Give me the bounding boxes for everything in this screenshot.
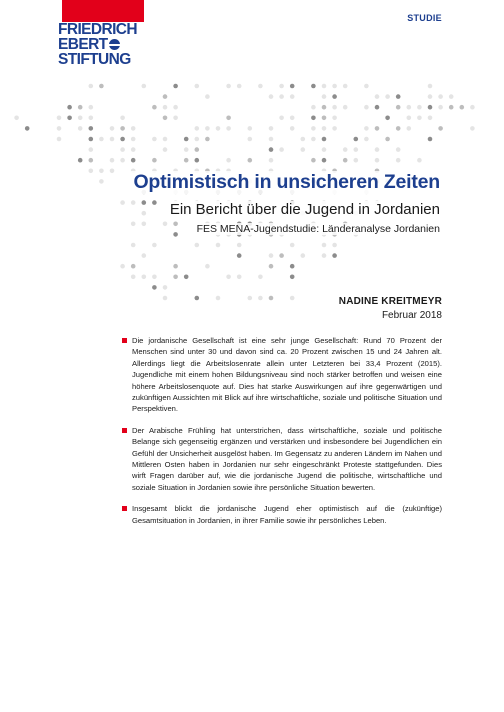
map-dot — [131, 158, 136, 163]
map-dot — [470, 126, 475, 131]
map-dot — [110, 126, 115, 131]
map-dot — [375, 158, 380, 163]
map-dot — [354, 147, 359, 152]
map-dot — [290, 264, 295, 269]
dot-world-map — [0, 80, 504, 310]
page-subtitle: Ein Bericht über die Jugend in Jordanien — [169, 201, 440, 218]
map-dot — [184, 158, 189, 163]
map-dot — [322, 137, 327, 142]
map-dot — [301, 147, 306, 152]
map-dot — [438, 105, 443, 110]
map-dot — [311, 105, 316, 110]
map-dot — [142, 211, 147, 216]
map-dot — [195, 137, 200, 142]
map-dot — [152, 105, 157, 110]
map-dot — [248, 158, 253, 163]
map-dot — [78, 105, 83, 110]
summary-item — [132, 503, 442, 526]
map-dot — [375, 126, 380, 131]
map-dot — [417, 105, 422, 110]
map-dot — [290, 126, 295, 131]
map-dot — [311, 158, 316, 163]
map-dot — [279, 94, 284, 99]
map-dot — [120, 200, 125, 205]
map-dot — [142, 200, 147, 205]
map-dot — [343, 105, 348, 110]
map-dot — [396, 94, 401, 99]
map-dot — [269, 264, 274, 269]
map-dot — [237, 275, 242, 280]
map-dot — [205, 264, 210, 269]
map-dot — [78, 126, 83, 131]
map-dot — [99, 137, 104, 142]
map-dot — [120, 126, 125, 131]
map-dot — [332, 116, 337, 121]
map-dot — [438, 126, 443, 131]
logo-line-1: FRIEDRICH — [58, 21, 137, 38]
map-dot — [396, 147, 401, 152]
map-dot — [173, 232, 178, 237]
map-dot — [332, 243, 337, 248]
bullet-square-icon — [122, 338, 127, 343]
map-dot — [152, 275, 157, 280]
map-dot — [163, 285, 168, 290]
fes-logo — [58, 22, 158, 67]
map-dot — [322, 116, 327, 121]
map-dot — [120, 137, 125, 142]
map-dot — [237, 243, 242, 248]
summary-text: Die jordanische Gesellschaft ist eine sehr junge Gesellschaft: Rund 70 Prozent der Menschen sind unter 30 und davon sind ca. 20 Prozent zwischen 15 und 24 Jahren alt. Allerdings liegt die Arbeitslosenrate allein unter Letzteren bei 33,4 Prozent (2015). Jugendliche mit einem hohen Bildungsniveau sind noch stärker betroffen und weisen eine höhere Arbeitslosenquote auf. Dies hat starke Auswirkungen auf ihre gegenwärtigen und zukünftigen Aussichten mit Blick auf ihre wirtschaftliche, soziale und politische Situation und Perspektiven. — [132, 336, 442, 414]
map-dot — [67, 105, 72, 110]
map-dot — [301, 137, 306, 142]
map-dot — [364, 84, 369, 89]
publication-date: Februar 2018 — [381, 310, 442, 321]
map-dot — [131, 137, 136, 142]
map-dot — [258, 296, 263, 301]
map-dot — [354, 158, 359, 163]
map-dot — [417, 158, 422, 163]
map-dot — [173, 264, 178, 269]
map-dot — [205, 137, 210, 142]
map-dot — [364, 137, 369, 142]
map-dot — [290, 296, 295, 301]
map-dot — [131, 243, 136, 248]
map-dot — [460, 105, 465, 110]
map-dot — [89, 158, 94, 163]
map-dot — [142, 275, 147, 280]
map-dot — [173, 105, 178, 110]
map-dot — [258, 275, 263, 280]
map-dot — [57, 137, 62, 142]
map-dot — [343, 84, 348, 89]
map-dot — [131, 275, 136, 280]
map-dot — [407, 105, 412, 110]
map-dot — [269, 137, 274, 142]
map-dot — [226, 158, 231, 163]
map-dot — [375, 105, 380, 110]
map-dot — [226, 126, 231, 131]
map-dot — [396, 105, 401, 110]
map-dot — [258, 84, 263, 89]
globe-icon — [109, 39, 120, 50]
map-dot — [322, 253, 327, 258]
map-dot — [311, 126, 316, 131]
map-dot — [57, 126, 62, 131]
summary-list — [132, 335, 442, 536]
map-dot — [322, 105, 327, 110]
map-dot — [195, 84, 200, 89]
map-dot — [25, 126, 30, 131]
map-dot — [99, 84, 104, 89]
map-dot — [269, 94, 274, 99]
map-dot — [290, 275, 295, 280]
map-dot — [290, 84, 295, 89]
map-dot — [226, 275, 231, 280]
author-name: NADINE KREITMEYR — [338, 296, 442, 307]
map-dot — [407, 126, 412, 131]
map-dot — [226, 84, 231, 89]
map-dot — [152, 200, 157, 205]
map-dot — [322, 126, 327, 131]
map-dot — [332, 84, 337, 89]
map-dot — [438, 94, 443, 99]
map-dot — [354, 137, 359, 142]
map-dot — [269, 158, 274, 163]
map-dot — [195, 126, 200, 131]
map-dot — [184, 137, 189, 142]
summary-item — [132, 425, 442, 493]
map-dot — [195, 147, 200, 152]
map-dot — [385, 137, 390, 142]
map-dot — [290, 116, 295, 121]
map-dot — [89, 126, 94, 131]
map-dot — [269, 147, 274, 152]
map-dot — [449, 94, 454, 99]
map-dot — [375, 147, 380, 152]
map-dot — [110, 158, 115, 163]
map-dot — [120, 158, 125, 163]
map-dot — [152, 137, 157, 142]
map-dot — [163, 137, 168, 142]
map-dot — [142, 253, 147, 258]
map-dot — [322, 243, 327, 248]
map-dot — [322, 158, 327, 163]
map-dot — [216, 243, 221, 248]
bullet-square-icon — [122, 428, 127, 433]
map-dot — [205, 94, 210, 99]
map-dot — [343, 158, 348, 163]
map-dot — [216, 296, 221, 301]
series-title: FES MENA-Jugendstudie: Länderanalyse Jordanien — [196, 223, 440, 235]
map-dot — [332, 105, 337, 110]
map-dot — [470, 105, 475, 110]
summary-item — [132, 335, 442, 415]
map-dot — [205, 126, 210, 131]
summary-text: Insgesamt blickt die jordanische Jugend eher optimistisch auf die (zukünftige) Gesamtsituation in Jordanien, in ihrer Familie sowie ihr persönliches Leben. — [132, 504, 442, 525]
map-dot — [364, 105, 369, 110]
map-dot — [332, 253, 337, 258]
map-dot — [279, 116, 284, 121]
map-dot — [163, 105, 168, 110]
map-dot — [78, 158, 83, 163]
map-dot — [163, 147, 168, 152]
map-dot — [163, 116, 168, 121]
map-dot — [279, 253, 284, 258]
map-dot — [396, 158, 401, 163]
map-dot — [110, 137, 115, 142]
map-dot — [364, 126, 369, 131]
map-dot — [67, 116, 72, 121]
map-dot — [173, 116, 178, 121]
map-dot — [78, 116, 83, 121]
map-dot — [396, 126, 401, 131]
map-dot — [428, 105, 433, 110]
map-dot — [89, 147, 94, 152]
map-dot — [269, 296, 274, 301]
map-dot — [120, 264, 125, 269]
map-dot — [131, 222, 136, 227]
map-dot — [290, 243, 295, 248]
map-dot — [99, 179, 104, 184]
map-dot — [428, 94, 433, 99]
map-dot — [279, 147, 284, 152]
map-dot — [269, 253, 274, 258]
map-dot — [110, 169, 115, 174]
map-dot — [89, 116, 94, 121]
map-dot — [279, 84, 284, 89]
map-dot — [184, 275, 189, 280]
map-dot — [163, 222, 168, 227]
map-dot — [195, 296, 200, 301]
map-dot — [131, 264, 136, 269]
map-dot — [322, 84, 327, 89]
map-dot — [385, 94, 390, 99]
map-dot — [332, 94, 337, 99]
map-dot — [311, 116, 316, 121]
map-dot — [428, 137, 433, 142]
map-dot — [152, 243, 157, 248]
bullet-square-icon — [122, 506, 127, 511]
map-dot — [89, 105, 94, 110]
map-dot — [311, 137, 316, 142]
map-dot — [131, 200, 136, 205]
map-dot — [237, 84, 242, 89]
logo-line-3: STIFTUNG — [58, 51, 131, 68]
map-dot — [184, 147, 189, 152]
map-dot — [99, 169, 104, 174]
map-dot — [173, 84, 178, 89]
map-dot — [248, 137, 253, 142]
map-dot — [142, 222, 147, 227]
map-dot — [407, 116, 412, 121]
map-dot — [248, 126, 253, 131]
map-dot — [417, 116, 422, 121]
map-dot — [343, 147, 348, 152]
map-dot — [131, 147, 136, 152]
map-dot — [195, 158, 200, 163]
map-dot — [301, 253, 306, 258]
map-dot — [120, 116, 125, 121]
map-dot — [195, 243, 200, 248]
map-dot — [14, 116, 19, 121]
map-dot — [57, 116, 62, 121]
logo-line-2: EBERT — [58, 36, 108, 53]
map-dot — [163, 94, 168, 99]
page-title: Optimistisch in unsicheren Zeiten — [133, 171, 440, 193]
map-dot — [322, 94, 327, 99]
map-dot — [120, 147, 125, 152]
map-dot — [428, 116, 433, 121]
map-dot — [163, 296, 168, 301]
map-dot — [131, 126, 136, 131]
map-dot — [152, 285, 157, 290]
document-type-label: STUDIE — [407, 13, 442, 23]
map-dot — [385, 116, 390, 121]
map-dot — [375, 94, 380, 99]
map-dot — [173, 222, 178, 227]
map-dot — [449, 105, 454, 110]
logo-red-bar — [62, 0, 144, 22]
map-dot — [216, 126, 221, 131]
map-dot — [269, 126, 274, 131]
map-dot — [322, 147, 327, 152]
map-dot — [248, 296, 253, 301]
summary-text: Der Arabische Frühling hat unterstrichen, dass wirtschaftliche, soziale und politische Belange sich gegenseitig ergänzen und verstärken und insbesondere bei Jugendlichen ein Gefühl der Unsicherheit ausgelöst haben. Im Gegensatz zu anderen Ländern im Nahen und Mittleren Osten haben in Jordanien nur sehr eingeschränkt Proteste stattgefunden. Dies wirft Fragen darüber auf, wie die jordanische Jugend die politische, wirtschaftliche und soziale Situation in Jordanien sowie ihre persönliche Situation bewerten. — [132, 425, 442, 492]
map-dot — [237, 253, 242, 258]
map-dot — [89, 169, 94, 174]
map-dot — [428, 84, 433, 89]
map-dot — [142, 84, 147, 89]
map-dot — [173, 275, 178, 280]
map-dot — [311, 84, 316, 89]
map-dot — [152, 158, 157, 163]
map-dot — [332, 126, 337, 131]
map-dot — [89, 84, 94, 89]
map-dot — [89, 137, 94, 142]
map-dot — [290, 94, 295, 99]
map-dot — [226, 116, 231, 121]
